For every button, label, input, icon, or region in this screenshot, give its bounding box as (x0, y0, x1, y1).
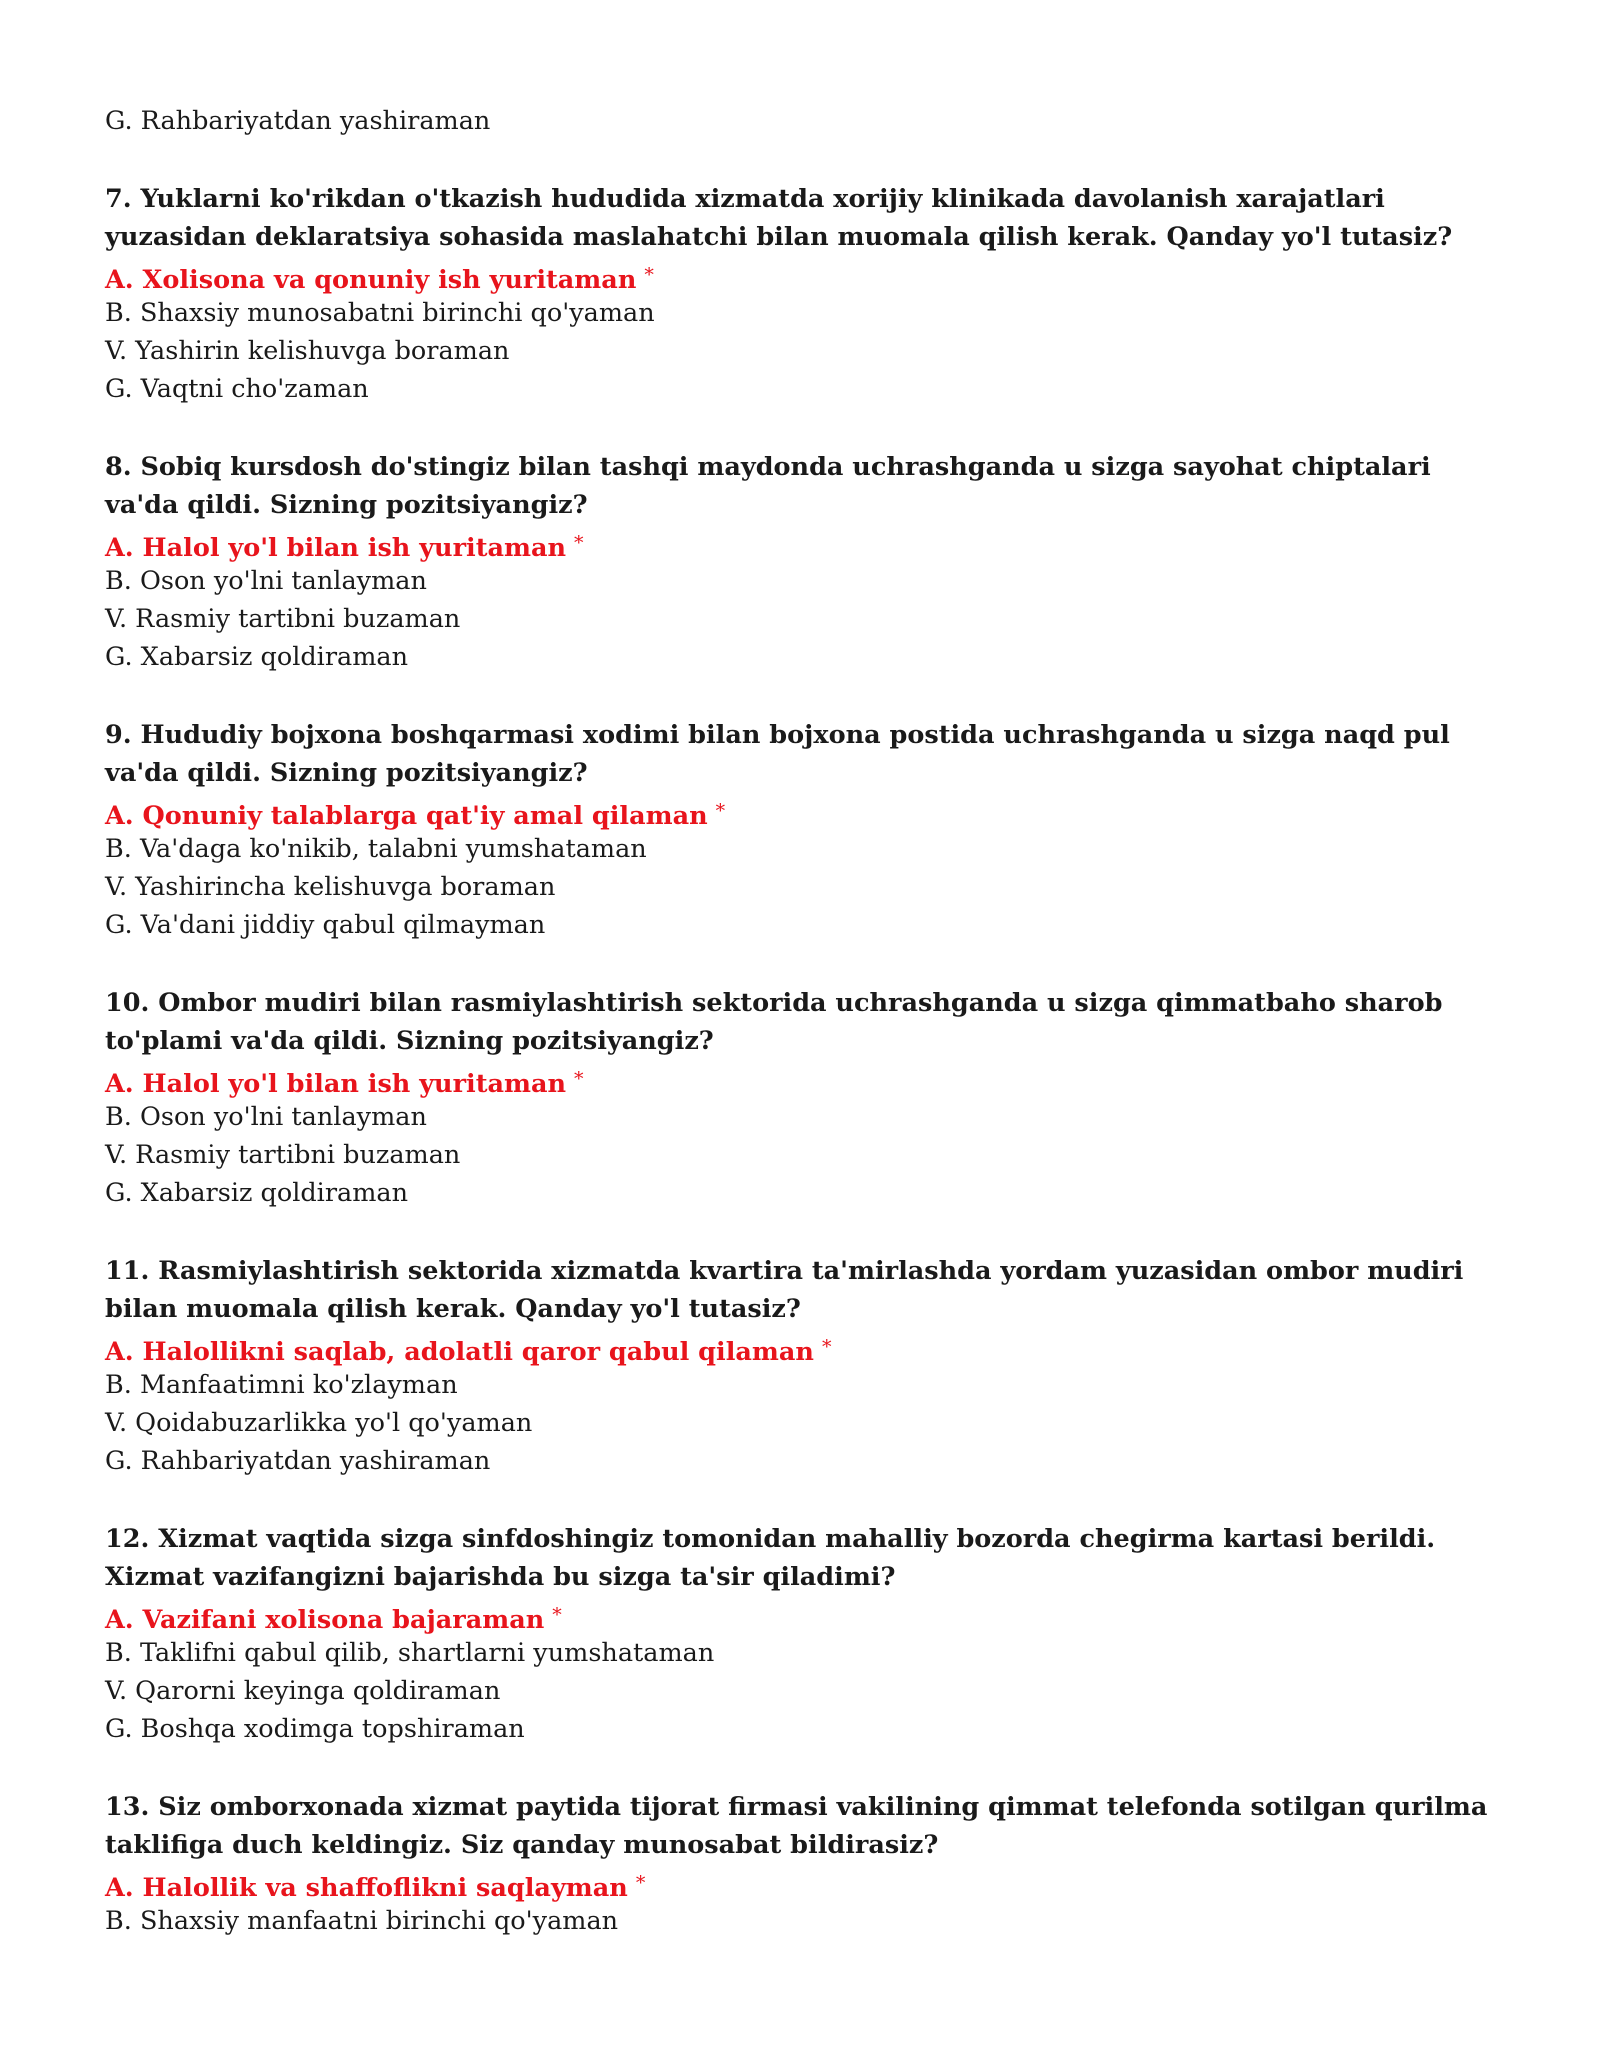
answer-option: V. Qarorni keyinga qoldiraman (105, 1676, 501, 1706)
question-text: 9. Hududiy bojxona boshqarmasi xodimi bilan bojxona postida uchrashganda u sizga naqd pul va'da qildi. Sizning pozitsiyangiz? (105, 720, 1450, 788)
correct-marker: * (574, 532, 584, 554)
leading-option: G. Rahbariyatdan yashiraman (105, 106, 491, 136)
correct-answer-text: A. Halol yo'l bilan ish yuritaman (105, 1069, 567, 1099)
correct-answer (105, 524, 1505, 562)
correct-answer (105, 256, 1505, 294)
answer-option: V. Yashirincha kelishuvga boraman (105, 872, 556, 902)
correct-marker: * (574, 1068, 584, 1090)
question-text: 7. Yuklarni ko'rikdan o'tkazish hududida xizmatda xorijiy klinikada davolanish xarajatlari yuzasidan deklaratsiya sohasida maslahatchi bilan muomala qilish kerak. Qanday yo'l tutasiz? (105, 184, 1453, 252)
question-block (105, 1788, 1505, 1940)
answer-option: B. Oson yo'lni tanlayman (105, 1102, 427, 1132)
answer-option: B. Manfaatimni ko'zlayman (105, 1370, 458, 1400)
correct-answer-text: A. Halollikni saqlab, adolatli qaror qabul qilaman (105, 1337, 814, 1367)
correct-answer (105, 792, 1505, 830)
correct-answer-text: A. Halol yo'l bilan ish yuritaman (105, 533, 567, 563)
question-block (105, 1252, 1505, 1480)
correct-marker: * (644, 264, 654, 286)
answer-option: G. Rahbariyatdan yashiraman (105, 1446, 491, 1476)
answer-option: G. Boshqa xodimga topshiraman (105, 1714, 525, 1744)
answer-option: B. Oson yo'lni tanlayman (105, 566, 427, 596)
answer-option: G. Vaqtni cho'zaman (105, 374, 369, 404)
answer-option: B. Va'daga ko'nikib, talabni yumshataman (105, 834, 647, 864)
question-text: 13. Siz omborxonada xizmat paytida tijorat firmasi vakilining qimmat telefonda sotilgan qurilma taklifiga duch keldingiz. Siz qanday munosabat bildirasiz? (105, 1792, 1488, 1860)
quiz-page (105, 102, 1505, 1940)
answer-option: G. Xabarsiz qoldiraman (105, 642, 409, 672)
question-block (105, 448, 1505, 676)
question-text: 12. Xizmat vaqtida sizga sinfdoshingiz tomonidan mahalliy bozorda chegirma kartasi berildi. Xizmat vazifangizni bajarishda bu sizga ta'sir qiladimi? (105, 1524, 1436, 1592)
answer-option: B. Shaxsiy manfaatni birinchi qo'yaman (105, 1906, 619, 1936)
correct-marker: * (715, 800, 726, 822)
correct-marker: * (821, 1336, 832, 1358)
correct-marker: * (552, 1604, 562, 1626)
answer-option: B. Shaxsiy munosabatni birinchi qo'yaman (105, 298, 655, 328)
question-block (105, 716, 1505, 944)
answer-option: V. Rasmiy tartibni buzaman (105, 604, 461, 634)
question-text: 10. Ombor mudiri bilan rasmiylashtirish sektorida uchrashganda u sizga qimmatbaho sharob to'plami va'da qildi. Sizning pozitsiyangiz? (105, 988, 1443, 1056)
question-block (105, 180, 1505, 408)
correct-answer-text: A. Halollik va shaffoflikni saqlayman (105, 1873, 628, 1903)
question-text: 11. Rasmiylashtirish sektorida xizmatda kvartira ta'mirlashda yordam yuzasidan ombor mudiri bilan muomala qilish kerak. Qanday yo'l tutasiz? (105, 1256, 1464, 1324)
correct-answer (105, 1060, 1505, 1098)
correct-answer (105, 1328, 1505, 1366)
answer-option: V. Rasmiy tartibni buzaman (105, 1140, 461, 1170)
correct-answer (105, 1596, 1505, 1634)
correct-answer-text: A. Vazifani xolisona bajaraman (105, 1605, 545, 1635)
answer-option: G. Xabarsiz qoldiraman (105, 1178, 409, 1208)
question-block (105, 1520, 1505, 1748)
answer-option: V. Qoidabuzarlikka yo'l qo'yaman (105, 1408, 533, 1438)
answer-option: B. Taklifni qabul qilib, shartlarni yumshataman (105, 1638, 715, 1668)
correct-answer-text: A. Xolisona va qonuniy ish yuritaman (105, 265, 637, 295)
question-text: 8. Sobiq kursdosh do'stingiz bilan tashqi maydonda uchrashganda u sizga sayohat chiptalari va'da qildi. Sizning pozitsiyangiz? (105, 452, 1431, 520)
correct-answer-text: A. Qonuniy talablarga qat'iy amal qilaman (105, 801, 708, 831)
question-block (105, 984, 1505, 1212)
answer-option: G. Va'dani jiddiy qabul qilmayman (105, 910, 546, 940)
correct-marker: * (635, 1872, 646, 1894)
correct-answer (105, 1864, 1505, 1902)
answer-option: V. Yashirin kelishuvga boraman (105, 336, 510, 366)
